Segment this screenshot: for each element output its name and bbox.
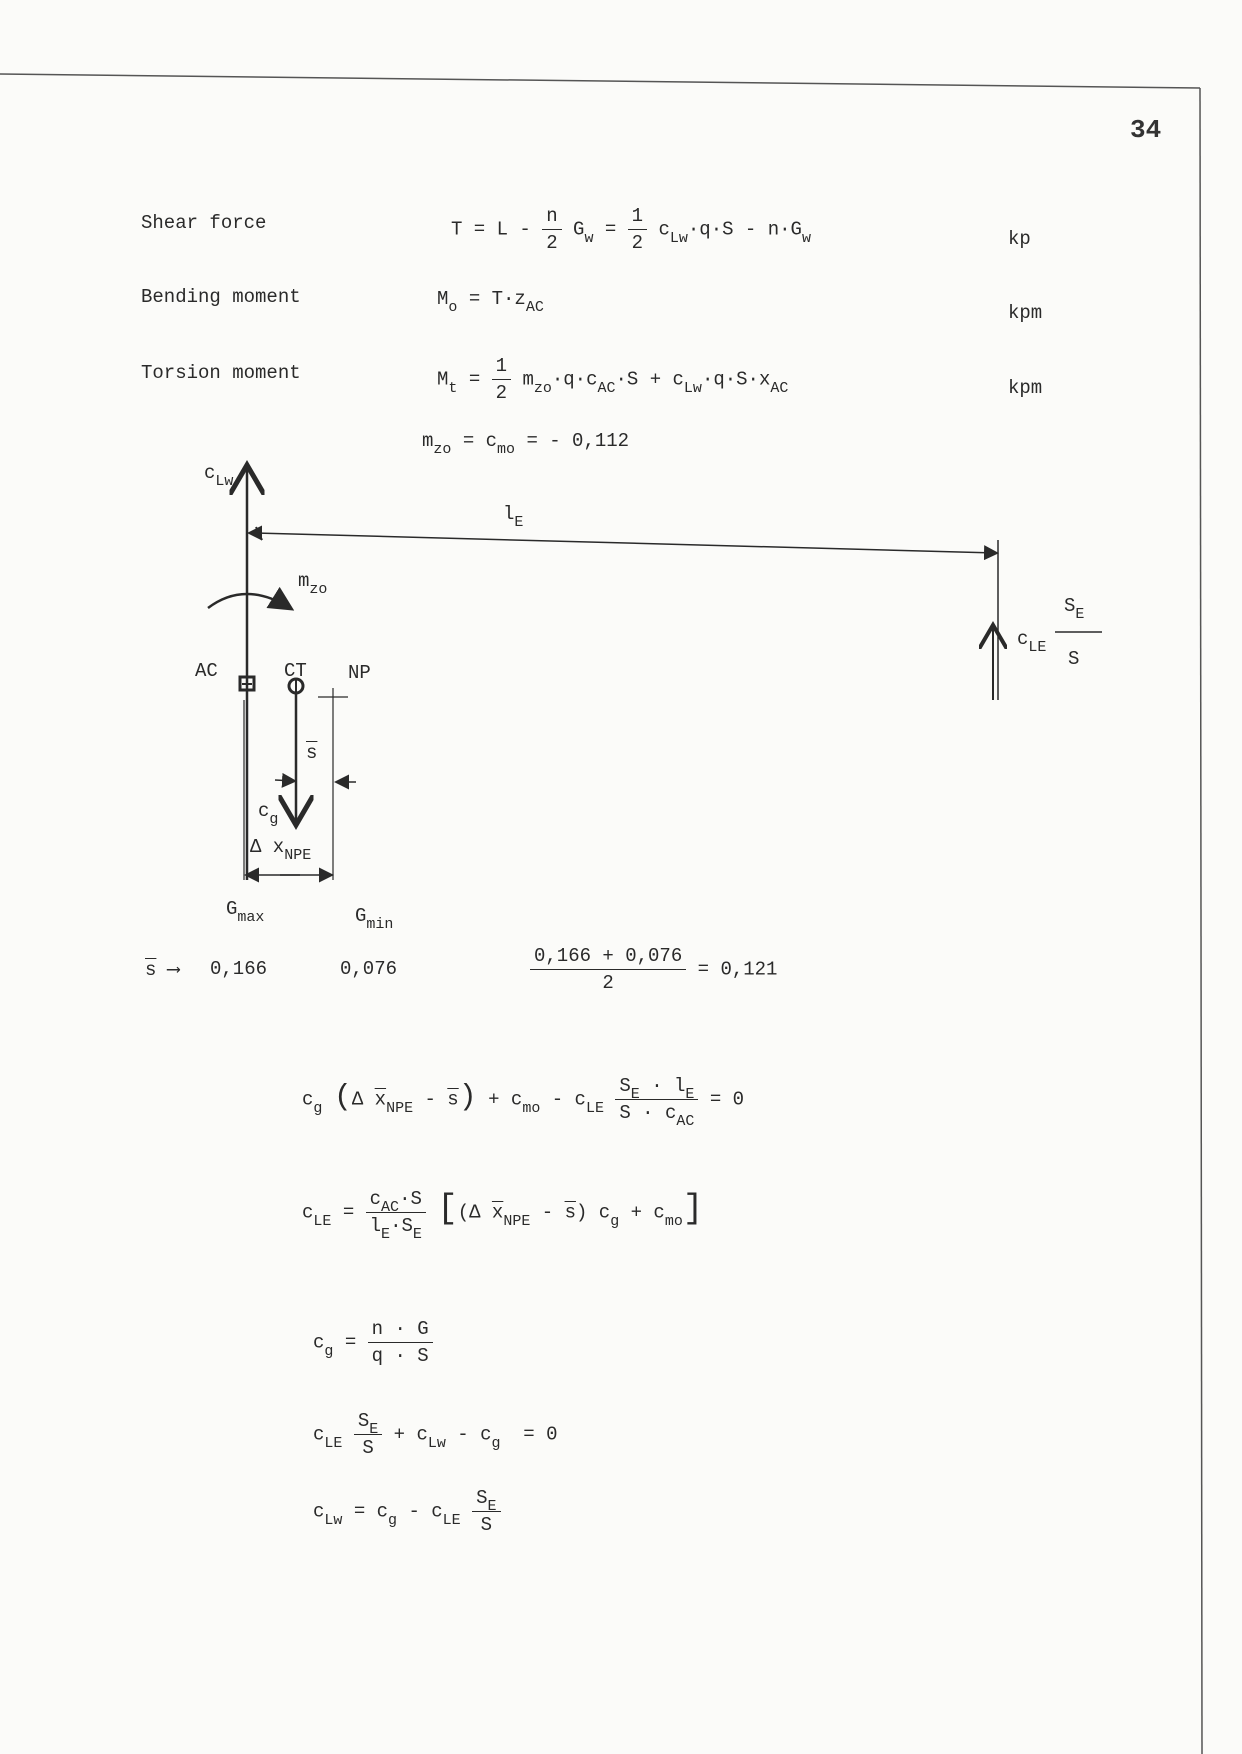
label-ct: CT [284, 660, 307, 682]
mzo-moment-arrow [208, 594, 290, 608]
label-ac: AC [195, 660, 218, 682]
row-label-torsion: Torsion moment [141, 362, 301, 384]
label-sbar: $\overline{s}$ [306, 742, 318, 764]
label-gmax: $G_{max}$ [226, 898, 265, 926]
label-gmin: $G_{min}$ [355, 905, 394, 933]
equation-force-equilibrium: $c_{LE}$ $\frac{S_E}{S}$ + $c_{Lw} - c_g = 0$ [313, 1410, 558, 1459]
label-le: $l_E$ [503, 503, 524, 531]
unit-torsion: kpm [1008, 377, 1043, 399]
label-se-fraction: $S_E$ [1064, 595, 1085, 623]
row-label-bending: Bending moment [141, 286, 301, 308]
equation-shear-force: T = L - $\frac{n}{2}$ $G_w$ = $\frac{1}{2}$ $c_{Lw}\cdot q\cdot S - n\cdot G_w$ [451, 205, 811, 254]
label-cg: $c_g$ [258, 800, 279, 828]
label-clw: $c_{Lw}$ [204, 462, 234, 490]
equation-mzo: $m_{zo} = c_{mo}$ = - 0,112 [422, 430, 630, 458]
sbar-values-label: $\overline{s}$ ⟶ [145, 959, 180, 981]
sbar-value-min: 0,076 [340, 958, 398, 980]
equation-cle: $c_{LE}$ = $\frac{c_{AC}\cdot S}{l_E\cdot S_E}$ [(Δ $\overline{x}_{NPE} - \overline{s}$) $c_g + c_{mo}$] [302, 1188, 704, 1243]
label-dx-npe: Δ $x_{NPE}$ [250, 836, 312, 864]
equation-clw: $c_{Lw} = c_g - c_{LE}$ $\frac{S_E}{S}$ [313, 1487, 501, 1536]
sbar-dimension-line [275, 780, 294, 781]
equation-torsion-moment: $M_t$ = $\frac{1}{2}$ $m_{zo}\cdot q\cdot c_{AC}\cdot S + c_{Lw}\cdot q\cdot S\cdot x_{AC}$ [437, 355, 789, 404]
equation-cg: $c_g$ = $\frac{n \cdot G}{q \cdot S}$ [313, 1318, 433, 1367]
unit-bending: kpm [1008, 302, 1043, 324]
unit-shear: kp [1008, 228, 1031, 250]
equation-bending-moment: $M_o = T\cdot z_{AC}$ [437, 288, 544, 316]
le-dimension-line [255, 533, 996, 553]
label-s-denominator: S [1068, 648, 1080, 670]
label-mzo: $m_{zo}$ [298, 570, 328, 598]
label-cle: $c_{LE}$ [1017, 628, 1047, 656]
label-np: NP [348, 662, 371, 684]
sbar-value-max: 0,166 [210, 958, 268, 980]
equation-moment-equilibrium: $c_g$ (Δ $\overline{x}_{NPE} - \overline{s}) + c_{mo} - c_{LE}$ $\frac{S_E \cdot l_E}{S \cdot c_{AC}}$ = 0 [302, 1075, 745, 1130]
row-label-shear: Shear force [141, 212, 267, 234]
sbar-average: $\frac{0,166 + 0,076}{2}$ = 0,121 [530, 945, 777, 994]
page-number: 34 [1130, 115, 1162, 145]
